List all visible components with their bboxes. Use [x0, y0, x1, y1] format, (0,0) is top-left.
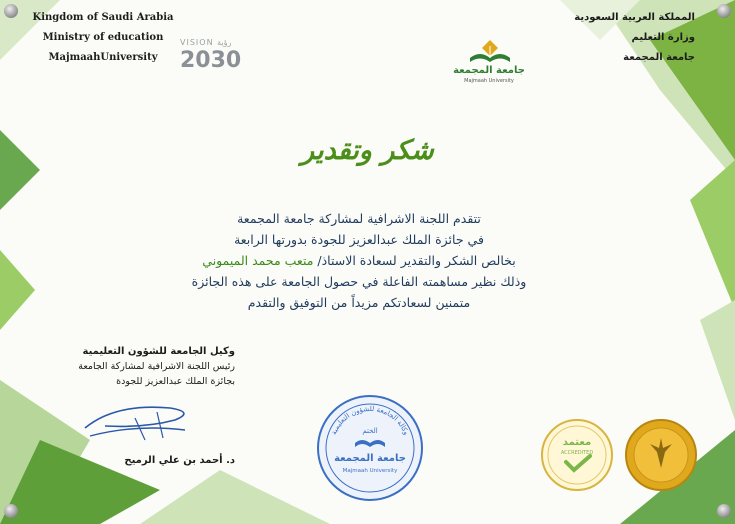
- stamp-sub: Majmaah University: [342, 468, 398, 474]
- header-english: [28, 8, 178, 68]
- signer-name: د. أحمد بن علي الرميح: [124, 455, 235, 466]
- body-line-4: وذلك نظير مساهمته الفاعلة في حصول الجامعة على هذه الجائزة: [191, 274, 527, 289]
- book-emblem-icon: [440, 36, 540, 66]
- left-diamond-mid: [0, 250, 35, 330]
- vision-2030-logo: [180, 38, 270, 88]
- header-ar-ministry: وزارة التعليم: [631, 32, 695, 43]
- accredited-seal: [540, 418, 614, 492]
- header-en-kingdom: Kingdom of Saudi Arabia: [32, 12, 174, 23]
- vision-tag: VISION رؤية: [180, 38, 232, 47]
- body-line-5: متمنين لسعادتكم مزيداً من التوفيق والتقدم: [247, 295, 471, 310]
- body-line-2: في جائزة الملك عبدالعزيز للجودة بدورتها الرابعة: [234, 232, 484, 247]
- header-en-ministry: Ministry of education: [42, 32, 164, 43]
- handwritten-signature: [75, 398, 200, 448]
- body-line-3-prefix: بخالص الشكر والتقدير لسعادة الاستاذ/: [313, 253, 516, 268]
- quality-award-seal: [624, 418, 698, 492]
- signature-block: [40, 344, 235, 389]
- header-arabic: [545, 8, 695, 68]
- certificate-body: [130, 208, 588, 313]
- screw-top-left: [4, 4, 18, 18]
- recipient-name: متعب محمد الميموني: [202, 253, 314, 268]
- accredited-ar: معتمد: [562, 437, 592, 448]
- stamp-name: جامعة المجمعة: [334, 453, 406, 464]
- right-mid-shape: [690, 160, 735, 310]
- university-logo: [440, 36, 540, 86]
- screw-top-right: [717, 4, 731, 18]
- screw-bottom-left: [4, 504, 18, 518]
- body-line-3: [130, 250, 588, 271]
- accredited-en: ACCREDITED: [560, 450, 594, 456]
- university-logo-name: جامعة المجمعة: [453, 65, 525, 76]
- body-line-1: تتقدم اللجنة الاشرافية لمشاركة جامعة المجمعة: [237, 211, 481, 226]
- university-logo-sub: Majmaah University: [464, 78, 514, 84]
- stamp-center-text: الختم: [362, 427, 378, 435]
- vision-year: 2030: [180, 48, 242, 73]
- header-ar-university: جامعة المجمعة: [623, 52, 695, 63]
- header-en-university: MajmaahUniversity: [48, 52, 158, 63]
- right-lower-shape: [700, 300, 735, 420]
- bottom-mid-shape: [140, 470, 330, 524]
- screw-bottom-right: [717, 504, 731, 518]
- signatory-title-2: رئيس اللجنة الاشرافية لمشاركة الجامعة: [78, 361, 235, 372]
- certificate-title: شكر وتقدير: [301, 135, 434, 166]
- university-stamp: [315, 393, 425, 503]
- signatory-title-3: بجائزة الملك عبدالعزيز للجودة: [116, 376, 235, 387]
- header-ar-kingdom: المملكة العربية السعودية: [574, 12, 695, 23]
- signatory-title-1: وكيل الجامعة للشؤون التعليمية: [82, 346, 235, 357]
- stamp-ring-text: وكالة الجامعة للشؤون التعليمية: [329, 404, 411, 437]
